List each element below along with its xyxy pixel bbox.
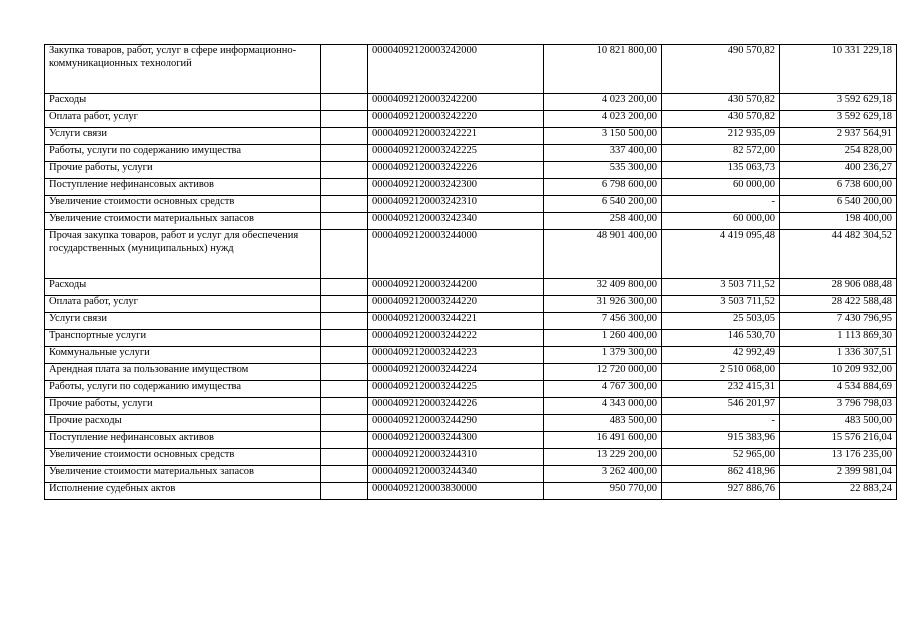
row-empty-cell <box>321 145 368 162</box>
table-row <box>45 179 897 196</box>
row-code-cell: 00004092120003242225 <box>368 145 544 162</box>
row-remaining-cell: 6 738 600,00 <box>780 179 897 196</box>
table-row <box>45 111 897 128</box>
row-approved-cell: 48 901 400,00 <box>544 230 662 279</box>
row-empty-cell <box>321 162 368 179</box>
row-name-cell: Оплата работ, услуг <box>45 111 321 128</box>
row-code-cell: 00004092120003242221 <box>368 128 544 145</box>
row-empty-cell <box>321 398 368 415</box>
row-name-cell: Услуги связи <box>45 313 321 330</box>
row-empty-cell <box>321 94 368 111</box>
row-name-cell: Поступление нефинансовых активов <box>45 432 321 449</box>
row-name-cell: Прочая закупка товаров, работ и услуг для обеспечения государственных (муниципальных) нужд <box>45 230 321 279</box>
row-empty-cell <box>321 196 368 213</box>
row-remaining-cell: 15 576 216,04 <box>780 432 897 449</box>
row-code-cell: 00004092120003244300 <box>368 432 544 449</box>
row-executed-cell: 42 992,49 <box>662 347 780 364</box>
table-row <box>45 313 897 330</box>
row-approved-cell: 4 767 300,00 <box>544 381 662 398</box>
row-code-cell: 00004092120003244222 <box>368 330 544 347</box>
row-approved-cell: 4 023 200,00 <box>544 111 662 128</box>
table-row <box>45 449 897 466</box>
row-executed-cell: 4 419 095,48 <box>662 230 780 279</box>
row-executed-cell: 915 383,96 <box>662 432 780 449</box>
row-executed-cell: - <box>662 415 780 432</box>
row-executed-cell: 135 063,73 <box>662 162 780 179</box>
row-remaining-cell: 400 236,27 <box>780 162 897 179</box>
row-approved-cell: 3 150 500,00 <box>544 128 662 145</box>
table-row <box>45 347 897 364</box>
row-empty-cell <box>321 347 368 364</box>
row-code-cell: 00004092120003244224 <box>368 364 544 381</box>
row-empty-cell <box>321 230 368 279</box>
row-code-cell: 00004092120003244000 <box>368 230 544 279</box>
row-approved-cell: 16 491 600,00 <box>544 432 662 449</box>
table-row <box>45 364 897 381</box>
row-remaining-cell: 3 796 798,03 <box>780 398 897 415</box>
row-approved-cell: 4 343 000,00 <box>544 398 662 415</box>
row-code-cell: 00004092120003244290 <box>368 415 544 432</box>
table-row <box>45 230 897 279</box>
table-row <box>45 94 897 111</box>
table-body <box>45 45 897 500</box>
row-name-cell: Расходы <box>45 279 321 296</box>
row-approved-cell: 6 798 600,00 <box>544 179 662 196</box>
row-executed-cell: 430 570,82 <box>662 94 780 111</box>
row-remaining-cell: 7 430 796,95 <box>780 313 897 330</box>
row-approved-cell: 337 400,00 <box>544 145 662 162</box>
row-approved-cell: 32 409 800,00 <box>544 279 662 296</box>
row-empty-cell <box>321 483 368 500</box>
row-executed-cell: 490 570,82 <box>662 45 780 94</box>
row-executed-cell: 546 201,97 <box>662 398 780 415</box>
row-code-cell: 00004092120003244223 <box>368 347 544 364</box>
row-empty-cell <box>321 45 368 94</box>
row-executed-cell: 3 503 711,52 <box>662 279 780 296</box>
row-name-cell: Увеличение стоимости основных средств <box>45 449 321 466</box>
row-executed-cell: 212 935,09 <box>662 128 780 145</box>
row-empty-cell <box>321 449 368 466</box>
row-approved-cell: 483 500,00 <box>544 415 662 432</box>
row-approved-cell: 535 300,00 <box>544 162 662 179</box>
row-remaining-cell: 3 592 629,18 <box>780 111 897 128</box>
row-empty-cell <box>321 364 368 381</box>
table-row <box>45 415 897 432</box>
table-row <box>45 398 897 415</box>
table-row <box>45 45 897 94</box>
row-executed-cell: 2 510 068,00 <box>662 364 780 381</box>
row-empty-cell <box>321 330 368 347</box>
row-empty-cell <box>321 179 368 196</box>
row-empty-cell <box>321 415 368 432</box>
row-empty-cell <box>321 279 368 296</box>
row-remaining-cell: 198 400,00 <box>780 213 897 230</box>
row-empty-cell <box>321 111 368 128</box>
row-remaining-cell: 28 906 088,48 <box>780 279 897 296</box>
row-remaining-cell: 4 534 884,69 <box>780 381 897 398</box>
row-name-cell: Арендная плата за пользование имуществом <box>45 364 321 381</box>
row-code-cell: 00004092120003830000 <box>368 483 544 500</box>
row-name-cell: Поступление нефинансовых активов <box>45 179 321 196</box>
row-executed-cell: 25 503,05 <box>662 313 780 330</box>
row-executed-cell: - <box>662 196 780 213</box>
row-approved-cell: 7 456 300,00 <box>544 313 662 330</box>
row-empty-cell <box>321 313 368 330</box>
row-approved-cell: 31 926 300,00 <box>544 296 662 313</box>
table-row <box>45 432 897 449</box>
row-empty-cell <box>321 213 368 230</box>
row-name-cell: Прочие расходы <box>45 415 321 432</box>
row-approved-cell: 6 540 200,00 <box>544 196 662 213</box>
row-name-cell: Увеличение стоимости основных средств <box>45 196 321 213</box>
row-remaining-cell: 3 592 629,18 <box>780 94 897 111</box>
row-code-cell: 00004092120003244310 <box>368 449 544 466</box>
table-row <box>45 196 897 213</box>
table-row <box>45 162 897 179</box>
row-approved-cell: 13 229 200,00 <box>544 449 662 466</box>
row-name-cell: Работы, услуги по содержанию имущества <box>45 145 321 162</box>
row-approved-cell: 1 379 300,00 <box>544 347 662 364</box>
row-empty-cell <box>321 296 368 313</box>
row-approved-cell: 950 770,00 <box>544 483 662 500</box>
row-executed-cell: 232 415,31 <box>662 381 780 398</box>
row-name-cell: Прочие работы, услуги <box>45 398 321 415</box>
table-row <box>45 128 897 145</box>
row-code-cell: 00004092120003244221 <box>368 313 544 330</box>
table-row <box>45 381 897 398</box>
row-remaining-cell: 10 331 229,18 <box>780 45 897 94</box>
row-code-cell: 00004092120003242226 <box>368 162 544 179</box>
table-row <box>45 279 897 296</box>
row-code-cell: 00004092120003242200 <box>368 94 544 111</box>
row-approved-cell: 4 023 200,00 <box>544 94 662 111</box>
row-empty-cell <box>321 466 368 483</box>
row-name-cell: Прочие работы, услуги <box>45 162 321 179</box>
row-remaining-cell: 1 336 307,51 <box>780 347 897 364</box>
row-name-cell: Исполнение судебных актов <box>45 483 321 500</box>
row-code-cell: 00004092120003244340 <box>368 466 544 483</box>
row-remaining-cell: 22 883,24 <box>780 483 897 500</box>
row-approved-cell: 3 262 400,00 <box>544 466 662 483</box>
row-name-cell: Работы, услуги по содержанию имущества <box>45 381 321 398</box>
table-row <box>45 145 897 162</box>
row-name-cell: Транспортные услуги <box>45 330 321 347</box>
row-executed-cell: 82 572,00 <box>662 145 780 162</box>
row-remaining-cell: 2 937 564,91 <box>780 128 897 145</box>
row-empty-cell <box>321 381 368 398</box>
row-executed-cell: 430 570,82 <box>662 111 780 128</box>
table-row <box>45 483 897 500</box>
table-row <box>45 296 897 313</box>
table-row <box>45 213 897 230</box>
row-code-cell: 00004092120003244220 <box>368 296 544 313</box>
row-remaining-cell: 10 209 932,00 <box>780 364 897 381</box>
row-approved-cell: 1 260 400,00 <box>544 330 662 347</box>
row-remaining-cell: 13 176 235,00 <box>780 449 897 466</box>
row-executed-cell: 60 000,00 <box>662 213 780 230</box>
row-code-cell: 00004092120003244200 <box>368 279 544 296</box>
row-code-cell: 00004092120003242300 <box>368 179 544 196</box>
row-remaining-cell: 1 113 869,30 <box>780 330 897 347</box>
row-name-cell: Коммунальные услуги <box>45 347 321 364</box>
table-row <box>45 330 897 347</box>
table-row <box>45 466 897 483</box>
row-name-cell: Увеличение стоимости материальных запасов <box>45 466 321 483</box>
row-remaining-cell: 254 828,00 <box>780 145 897 162</box>
row-name-cell: Увеличение стоимости материальных запасов <box>45 213 321 230</box>
row-code-cell: 00004092120003244225 <box>368 381 544 398</box>
row-empty-cell <box>321 128 368 145</box>
row-remaining-cell: 28 422 588,48 <box>780 296 897 313</box>
row-approved-cell: 10 821 800,00 <box>544 45 662 94</box>
row-executed-cell: 927 886,76 <box>662 483 780 500</box>
row-code-cell: 00004092120003242000 <box>368 45 544 94</box>
budget-execution-table <box>44 44 897 500</box>
row-executed-cell: 862 418,96 <box>662 466 780 483</box>
row-code-cell: 00004092120003242220 <box>368 111 544 128</box>
row-approved-cell: 12 720 000,00 <box>544 364 662 381</box>
row-remaining-cell: 44 482 304,52 <box>780 230 897 279</box>
row-executed-cell: 3 503 711,52 <box>662 296 780 313</box>
row-remaining-cell: 6 540 200,00 <box>780 196 897 213</box>
row-remaining-cell: 2 399 981,04 <box>780 466 897 483</box>
row-name-cell: Закупка товаров, работ, услуг в сфере информационно-коммуникационных технологий <box>45 45 321 94</box>
row-executed-cell: 60 000,00 <box>662 179 780 196</box>
row-code-cell: 00004092120003242340 <box>368 213 544 230</box>
row-name-cell: Расходы <box>45 94 321 111</box>
row-name-cell: Услуги связи <box>45 128 321 145</box>
row-code-cell: 00004092120003244226 <box>368 398 544 415</box>
row-executed-cell: 146 530,70 <box>662 330 780 347</box>
row-approved-cell: 258 400,00 <box>544 213 662 230</box>
row-executed-cell: 52 965,00 <box>662 449 780 466</box>
row-remaining-cell: 483 500,00 <box>780 415 897 432</box>
row-name-cell: Оплата работ, услуг <box>45 296 321 313</box>
row-code-cell: 00004092120003242310 <box>368 196 544 213</box>
row-empty-cell <box>321 432 368 449</box>
